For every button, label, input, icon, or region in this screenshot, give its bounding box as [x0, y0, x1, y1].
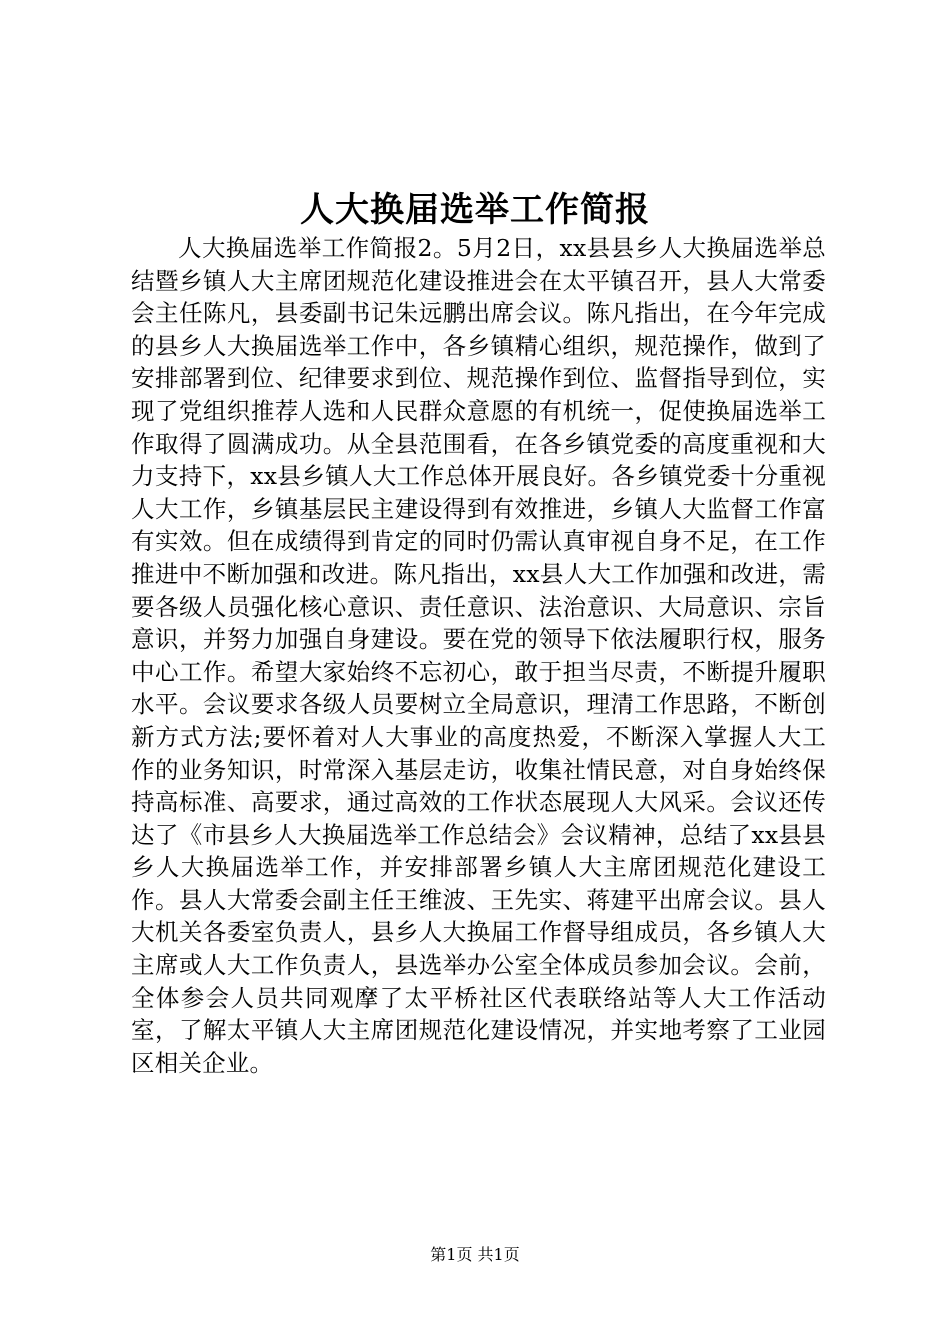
page-number-footer: 第1页 共1页	[430, 1245, 520, 1264]
document-title: 人大换届选举工作简报	[300, 190, 650, 230]
document-body-paragraph: 人大换届选举工作简报2。5月2日，xx县县乡人大换届选举总结暨乡镇人大主席团规范化建设推进会在太平镇召开，县人大常委会主任陈凡，县委副书记朱远鹏出席会议。陈凡指出，在今年完成的县乡人大换届选举工作中，各乡镇精心组织，规范操作，做到了安排部署到位、纪律要求到位、规范操作到位、监督指导到位，实现了党组织推荐人选和人民群众意愿的有机统一，促使换届选举工作取得了圆满成功。从全县范围看，在各乡镇党委的高度重视和大力支持下，xx县乡镇人大工作总体开展良好。各乡镇党委十分重视人大工作，乡镇基层民主建设得到有效推进，乡镇人大监督工作富有实效。但在成绩得到肯定的同时仍需认真审视自身不足，在工作推进中不断加强和改进。陈凡指出，xx县人大工作加强和改进，需要各级人员强化核心意识、责任意识、法治意识、大局意识、宗旨意识，并努力加强自身建设。要在党的领导下依法履职行权，服务中心工作。希望大家始终不忘初心，敢于担当尽责，不断提升履职水平。会议要求各级人员要树立全局意识，理清工作思路，不断创新方式方法;要怀着对人大事业的高度热爱，不断深入掌握人大工作的业务知识，时常深入基层走访，收集社情民意，对自身始终保持高标准、高要求，通过高效的工作状态展现人大风采。会议还传达了《市县乡人大换届选举工作总结会》会议精神，总结了xx县县乡人大换届选举工作，并安排部署乡镇人大主席团规范化建设工作。县人大常委会副主任王维波、王先实、蒋建平出席会议。县人大机关各委室负责人，县乡人大换届工作督导组成员，各乡镇人大主席或人大工作负责人，县选举办公室全体成员参加会议。会前，全体参会人员共同观摩了太平桥社区代表联络站等人大工作活动室，了解太平镇人大主席团规范化建设情况，并实地考察了工业园区相关企业。	[131, 234, 826, 1077]
